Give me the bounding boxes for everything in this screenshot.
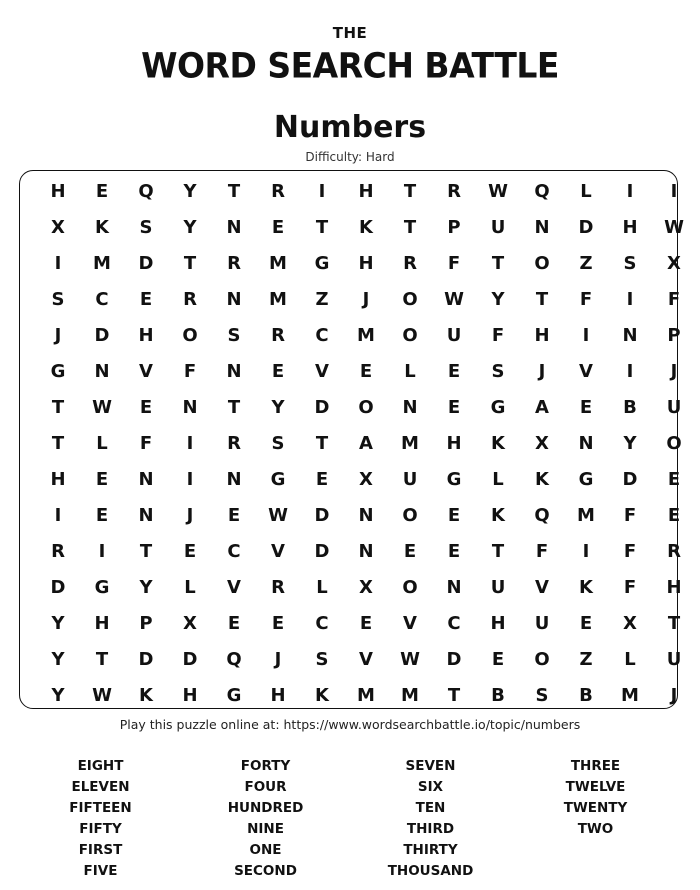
grid-cell[interactable]: E — [579, 612, 593, 634]
word-column — [183, 756, 348, 882]
grid-cell[interactable]: N — [138, 504, 154, 526]
grid-cell[interactable]: Z — [579, 252, 593, 274]
grid-cell[interactable]: K — [95, 216, 109, 238]
grid-cell[interactable]: U — [446, 324, 462, 346]
grid-cell[interactable]: S — [535, 684, 549, 706]
grid-cell[interactable]: I — [670, 180, 678, 202]
grid-cell[interactable]: O — [402, 576, 418, 598]
grid-cell[interactable]: Y — [139, 576, 153, 598]
grid-cell[interactable]: I — [54, 504, 62, 526]
grid-cell[interactable]: E — [447, 540, 461, 562]
grid-cell[interactable]: U — [666, 396, 682, 418]
grid-cell[interactable]: E — [95, 180, 109, 202]
grid-cell[interactable]: I — [54, 252, 62, 274]
grid-cell[interactable]: H — [270, 684, 286, 706]
word-list-item: FIFTY — [79, 821, 122, 837]
grid-cell[interactable]: H — [182, 684, 198, 706]
grid-cell[interactable]: T — [667, 612, 681, 634]
word-list-item: FIRST — [78, 842, 123, 858]
grid-cell[interactable]: C — [447, 612, 461, 634]
grid-cell[interactable]: D — [138, 252, 154, 274]
grid-cell[interactable]: E — [359, 360, 373, 382]
grid-cell[interactable]: J — [670, 684, 678, 706]
grid-cell[interactable]: T — [227, 180, 241, 202]
grid-cell[interactable]: E — [447, 396, 461, 418]
grid-cell[interactable]: H — [94, 612, 110, 634]
grid-cell[interactable]: C — [315, 324, 329, 346]
grid-cell[interactable]: S — [491, 360, 505, 382]
grid-cell[interactable]: W — [268, 504, 288, 526]
grid-cell[interactable]: K — [491, 432, 505, 454]
play-online-text: Play this puzzle online at: https://www.wordsearchbattle.io/topic/numbers — [119, 717, 581, 732]
grid-cell[interactable]: V — [403, 612, 417, 634]
word-list-item: ONE — [249, 842, 282, 858]
grid-cell[interactable]: E — [667, 504, 681, 526]
grid-cell[interactable]: H — [534, 324, 550, 346]
word-list-item: THREE — [570, 758, 621, 774]
grid-cell[interactable]: X — [535, 432, 549, 454]
grid-cell[interactable]: I — [186, 468, 194, 490]
grid-cell[interactable]: R — [227, 432, 241, 454]
grid-cell[interactable]: N — [226, 360, 242, 382]
grid-cell[interactable]: M — [93, 252, 111, 274]
grid-cell[interactable]: H — [490, 612, 506, 634]
grid-cell[interactable]: K — [491, 504, 505, 526]
grid-cell[interactable]: M — [401, 432, 419, 454]
grid-cell[interactable]: E — [667, 468, 681, 490]
grid-cell[interactable]: U — [490, 576, 506, 598]
grid-cell[interactable]: M — [357, 324, 375, 346]
grid-cell[interactable]: I — [582, 540, 590, 562]
grid-cell[interactable]: T — [227, 396, 241, 418]
grid-cell[interactable]: W — [664, 216, 684, 238]
grid-cell[interactable]: W — [400, 648, 420, 670]
grid-cell[interactable]: L — [624, 648, 636, 670]
puzzle-grid-frame — [19, 170, 684, 709]
grid-cell[interactable]: L — [184, 576, 196, 598]
grid-cell[interactable]: T — [403, 216, 417, 238]
grid-cell[interactable]: K — [139, 684, 153, 706]
grid-cell[interactable]: D — [50, 576, 66, 598]
grid-cell[interactable]: M — [269, 288, 287, 310]
grid-cell[interactable]: Y — [51, 612, 65, 634]
grid-cell[interactable]: H — [50, 468, 66, 490]
grid-cell[interactable]: Z — [315, 288, 329, 310]
word-list-item: TWENTY — [563, 800, 628, 816]
grid-cell[interactable]: D — [314, 504, 330, 526]
grid-cell[interactable]: O — [402, 288, 418, 310]
difficulty-label: Difficulty: Hard — [305, 150, 395, 164]
grid-cell[interactable]: S — [227, 324, 241, 346]
grid-cell[interactable]: P — [447, 216, 461, 238]
grid-cell[interactable]: X — [667, 252, 681, 274]
grid-cell[interactable]: Y — [183, 216, 197, 238]
grid-cell[interactable]: S — [271, 432, 285, 454]
grid-cell[interactable]: E — [315, 468, 329, 490]
grid-cell[interactable]: F — [579, 288, 593, 310]
grid-cell[interactable]: B — [623, 396, 637, 418]
grid-cell[interactable]: I — [98, 540, 106, 562]
word-list-item: ELEVEN — [71, 779, 130, 795]
grid-cell[interactable]: J — [362, 288, 370, 310]
grid-cell[interactable]: G — [314, 252, 330, 274]
grid-cell[interactable]: R — [271, 576, 285, 598]
grid-cell[interactable]: N — [446, 576, 462, 598]
grid-cell[interactable]: N — [622, 324, 638, 346]
grid-cell[interactable]: G — [446, 468, 462, 490]
grid-cell[interactable]: O — [666, 432, 682, 454]
grid-cell[interactable]: D — [446, 648, 462, 670]
grid-cell[interactable]: R — [51, 540, 65, 562]
grid-cell[interactable]: G — [490, 396, 506, 418]
grid-cell[interactable]: L — [404, 360, 416, 382]
grid-cell[interactable]: U — [666, 648, 682, 670]
grid-cell[interactable]: F — [447, 252, 461, 274]
grid-cell[interactable]: F — [623, 576, 637, 598]
grid-cell[interactable]: O — [534, 648, 550, 670]
grid-cell[interactable]: H — [358, 252, 374, 274]
grid-cell[interactable]: Y — [51, 684, 65, 706]
grid-cell[interactable]: Q — [138, 180, 154, 202]
grid-cell[interactable]: T — [315, 432, 329, 454]
grid-cell[interactable]: C — [95, 288, 109, 310]
grid-cell[interactable]: G — [94, 576, 110, 598]
grid-cell[interactable]: E — [447, 360, 461, 382]
grid-cell[interactable]: E — [139, 396, 153, 418]
grid-cell[interactable]: E — [227, 612, 241, 634]
grid-cell[interactable]: I — [186, 432, 194, 454]
grid-cell[interactable]: C — [227, 540, 241, 562]
grid-cell[interactable]: E — [447, 504, 461, 526]
grid-cell[interactable]: T — [139, 540, 153, 562]
grid-cell[interactable]: M — [577, 504, 595, 526]
word-list-item: FOUR — [244, 779, 287, 795]
grid-cell[interactable]: A — [535, 396, 549, 418]
grid-cell[interactable]: I — [318, 180, 326, 202]
grid-cell[interactable]: E — [183, 540, 197, 562]
grid-cell[interactable]: K — [359, 216, 373, 238]
grid-cell[interactable]: W — [488, 180, 508, 202]
word-list-item: TWO — [577, 821, 614, 837]
grid-cell[interactable]: J — [186, 504, 194, 526]
grid-cell[interactable]: M — [401, 684, 419, 706]
grid-cell[interactable]: E — [359, 612, 373, 634]
puzzle-title: Numbers — [273, 110, 427, 145]
grid-cell[interactable]: Y — [271, 396, 285, 418]
grid-cell[interactable]: Q — [534, 180, 550, 202]
grid-cell[interactable]: V — [271, 540, 285, 562]
grid-cell[interactable]: T — [315, 216, 329, 238]
grid-cell[interactable]: H — [666, 576, 682, 598]
grid-cell[interactable]: E — [95, 504, 109, 526]
grid-cell[interactable]: V — [139, 360, 153, 382]
grid-cell[interactable]: N — [226, 468, 242, 490]
grid-cell[interactable]: X — [51, 216, 65, 238]
grid-cell[interactable]: V — [359, 648, 373, 670]
grid-cell[interactable]: D — [94, 324, 110, 346]
grid-cell[interactable]: M — [269, 252, 287, 274]
grid-cell[interactable]: E — [271, 216, 285, 238]
grid-cell[interactable]: X — [183, 612, 197, 634]
grid-cell[interactable]: N — [358, 540, 374, 562]
grid-cell[interactable]: N — [94, 360, 110, 382]
grid-cell[interactable]: C — [315, 612, 329, 634]
grid-cell[interactable]: N — [402, 396, 418, 418]
grid-cell[interactable]: N — [358, 504, 374, 526]
grid-cell[interactable]: P — [139, 612, 153, 634]
grid-cell[interactable]: X — [359, 576, 373, 598]
grid-cell[interactable]: E — [95, 468, 109, 490]
grid-cell[interactable]: G — [578, 468, 594, 490]
grid-cell[interactable]: L — [580, 180, 592, 202]
word-list-item: TWELVE — [565, 779, 626, 795]
grid-cell[interactable]: B — [491, 684, 505, 706]
grid-cell[interactable]: H — [50, 180, 66, 202]
grid-cell[interactable]: E — [403, 540, 417, 562]
word-column — [513, 756, 678, 882]
grid-cell[interactable]: V — [535, 576, 549, 598]
grid-cell[interactable]: M — [357, 684, 375, 706]
grid-cell[interactable]: D — [622, 468, 638, 490]
grid-cell[interactable]: R — [447, 180, 461, 202]
grid-cell[interactable]: T — [95, 648, 109, 670]
brand-prefix: THE — [332, 24, 368, 42]
grid-cell[interactable]: U — [490, 216, 506, 238]
grid-cell[interactable]: F — [623, 540, 637, 562]
grid-cell[interactable]: M — [621, 684, 639, 706]
grid-cell[interactable]: V — [579, 360, 593, 382]
word-list — [18, 756, 678, 882]
grid-cell[interactable]: T — [51, 432, 65, 454]
grid-cell[interactable]: Q — [534, 504, 550, 526]
grid-cell[interactable]: Y — [491, 288, 505, 310]
word-column — [18, 756, 183, 882]
grid-cell[interactable]: O — [402, 324, 418, 346]
grid-cell[interactable]: T — [51, 396, 65, 418]
grid-cell[interactable]: R — [183, 288, 197, 310]
grid-cell[interactable]: O — [182, 324, 198, 346]
grid-cell[interactable]: F — [623, 504, 637, 526]
word-list-item: THIRD — [406, 821, 455, 837]
grid-cell[interactable]: P — [667, 324, 681, 346]
grid-cell[interactable]: O — [534, 252, 550, 274]
letter-grid — [36, 173, 696, 713]
grid-cell[interactable]: J — [54, 324, 62, 346]
grid-cell[interactable]: T — [491, 540, 505, 562]
grid-cell[interactable]: Q — [226, 648, 242, 670]
grid-cell[interactable]: N — [226, 216, 242, 238]
grid-cell[interactable]: F — [183, 360, 197, 382]
grid-cell[interactable]: I — [582, 324, 590, 346]
word-list-item: NINE — [247, 821, 284, 837]
grid-cell[interactable]: K — [535, 468, 549, 490]
grid-cell[interactable]: N — [534, 216, 550, 238]
grid-cell[interactable]: F — [491, 324, 505, 346]
grid-cell[interactable]: O — [358, 396, 374, 418]
grid-cell[interactable]: T — [183, 252, 197, 274]
word-list-item: SIX — [417, 779, 444, 795]
grid-cell[interactable]: O — [402, 504, 418, 526]
grid-cell[interactable]: U — [534, 612, 550, 634]
grid-cell[interactable]: L — [96, 432, 108, 454]
word-list-item: THIRTY — [403, 842, 458, 858]
word-list-item: FORTY — [240, 758, 291, 774]
grid-cell[interactable]: T — [491, 252, 505, 274]
grid-cell[interactable]: E — [491, 648, 505, 670]
grid-cell[interactable]: T — [447, 684, 461, 706]
grid-cell[interactable]: S — [139, 216, 153, 238]
grid-cell[interactable]: W — [444, 288, 464, 310]
grid-cell[interactable]: W — [92, 684, 112, 706]
grid-cell[interactable]: B — [579, 684, 593, 706]
grid-cell[interactable]: H — [358, 180, 374, 202]
grid-cell[interactable]: E — [227, 504, 241, 526]
grid-cell[interactable]: E — [139, 288, 153, 310]
grid-cell[interactable]: G — [50, 360, 66, 382]
grid-cell[interactable]: I — [626, 180, 634, 202]
grid-cell[interactable]: Y — [623, 432, 637, 454]
grid-cell[interactable]: E — [271, 612, 285, 634]
brand-logo: WORD SEARCH BATTLE — [141, 45, 559, 86]
grid-cell[interactable]: R — [667, 540, 681, 562]
grid-cell[interactable]: D — [138, 648, 154, 670]
grid-cell[interactable]: R — [271, 324, 285, 346]
grid-cell[interactable]: K — [579, 576, 593, 598]
grid-cell[interactable]: H — [622, 216, 638, 238]
grid-cell[interactable]: I — [626, 360, 634, 382]
grid-cell[interactable]: T — [535, 288, 549, 310]
grid-cell[interactable]: N — [138, 468, 154, 490]
grid-cell[interactable]: J — [670, 360, 678, 382]
grid-cell[interactable]: D — [578, 216, 594, 238]
grid-cell[interactable]: T — [403, 180, 417, 202]
grid-cell[interactable]: N — [578, 432, 594, 454]
grid-cell[interactable]: Y — [183, 180, 197, 202]
word-list-item: EIGHT — [77, 758, 124, 774]
grid-cell[interactable]: X — [359, 468, 373, 490]
grid-cell[interactable]: H — [138, 324, 154, 346]
grid-cell[interactable]: G — [270, 468, 286, 490]
grid-cell[interactable]: Y — [51, 648, 65, 670]
grid-cell[interactable]: S — [623, 252, 637, 274]
grid-cell[interactable]: D — [314, 396, 330, 418]
word-list-item: FIVE — [83, 863, 118, 879]
grid-cell[interactable]: S — [51, 288, 65, 310]
grid-cell[interactable]: V — [315, 360, 329, 382]
grid-cell[interactable]: L — [316, 576, 328, 598]
grid-cell[interactable]: K — [315, 684, 329, 706]
word-list-item: SECOND — [234, 863, 297, 879]
grid-cell[interactable]: I — [626, 288, 634, 310]
word-list-item: FIFTEEN — [69, 800, 132, 816]
grid-cell[interactable]: S — [315, 648, 329, 670]
grid-cell[interactable]: N — [182, 396, 198, 418]
grid-cell[interactable]: L — [492, 468, 504, 490]
word-list-item: SEVEN — [405, 758, 456, 774]
word-list-item: HUNDRED — [227, 800, 304, 816]
grid-cell[interactable]: R — [271, 180, 285, 202]
grid-cell[interactable]: E — [579, 396, 593, 418]
grid-cell[interactable]: V — [227, 576, 241, 598]
grid-cell[interactable]: R — [227, 252, 241, 274]
grid-cell[interactable]: G — [226, 684, 242, 706]
grid-cell[interactable]: R — [403, 252, 417, 274]
word-column — [348, 756, 513, 882]
grid-cell[interactable]: D — [182, 648, 198, 670]
grid-cell[interactable]: X — [623, 612, 637, 634]
grid-cell[interactable]: F — [139, 432, 153, 454]
grid-cell[interactable]: A — [359, 432, 373, 454]
grid-cell[interactable]: F — [535, 540, 549, 562]
word-list-item: TEN — [415, 800, 446, 816]
grid-cell[interactable]: D — [314, 540, 330, 562]
word-list-item: THOUSAND — [387, 863, 474, 879]
grid-cell[interactable]: F — [667, 288, 681, 310]
grid-cell[interactable]: H — [446, 432, 462, 454]
grid-cell[interactable]: Z — [579, 648, 593, 670]
grid-cell[interactable]: E — [271, 360, 285, 382]
grid-cell[interactable]: N — [226, 288, 242, 310]
grid-cell[interactable]: J — [274, 648, 282, 670]
grid-cell[interactable]: W — [92, 396, 112, 418]
grid-cell[interactable]: J — [538, 360, 546, 382]
grid-cell[interactable]: U — [402, 468, 418, 490]
